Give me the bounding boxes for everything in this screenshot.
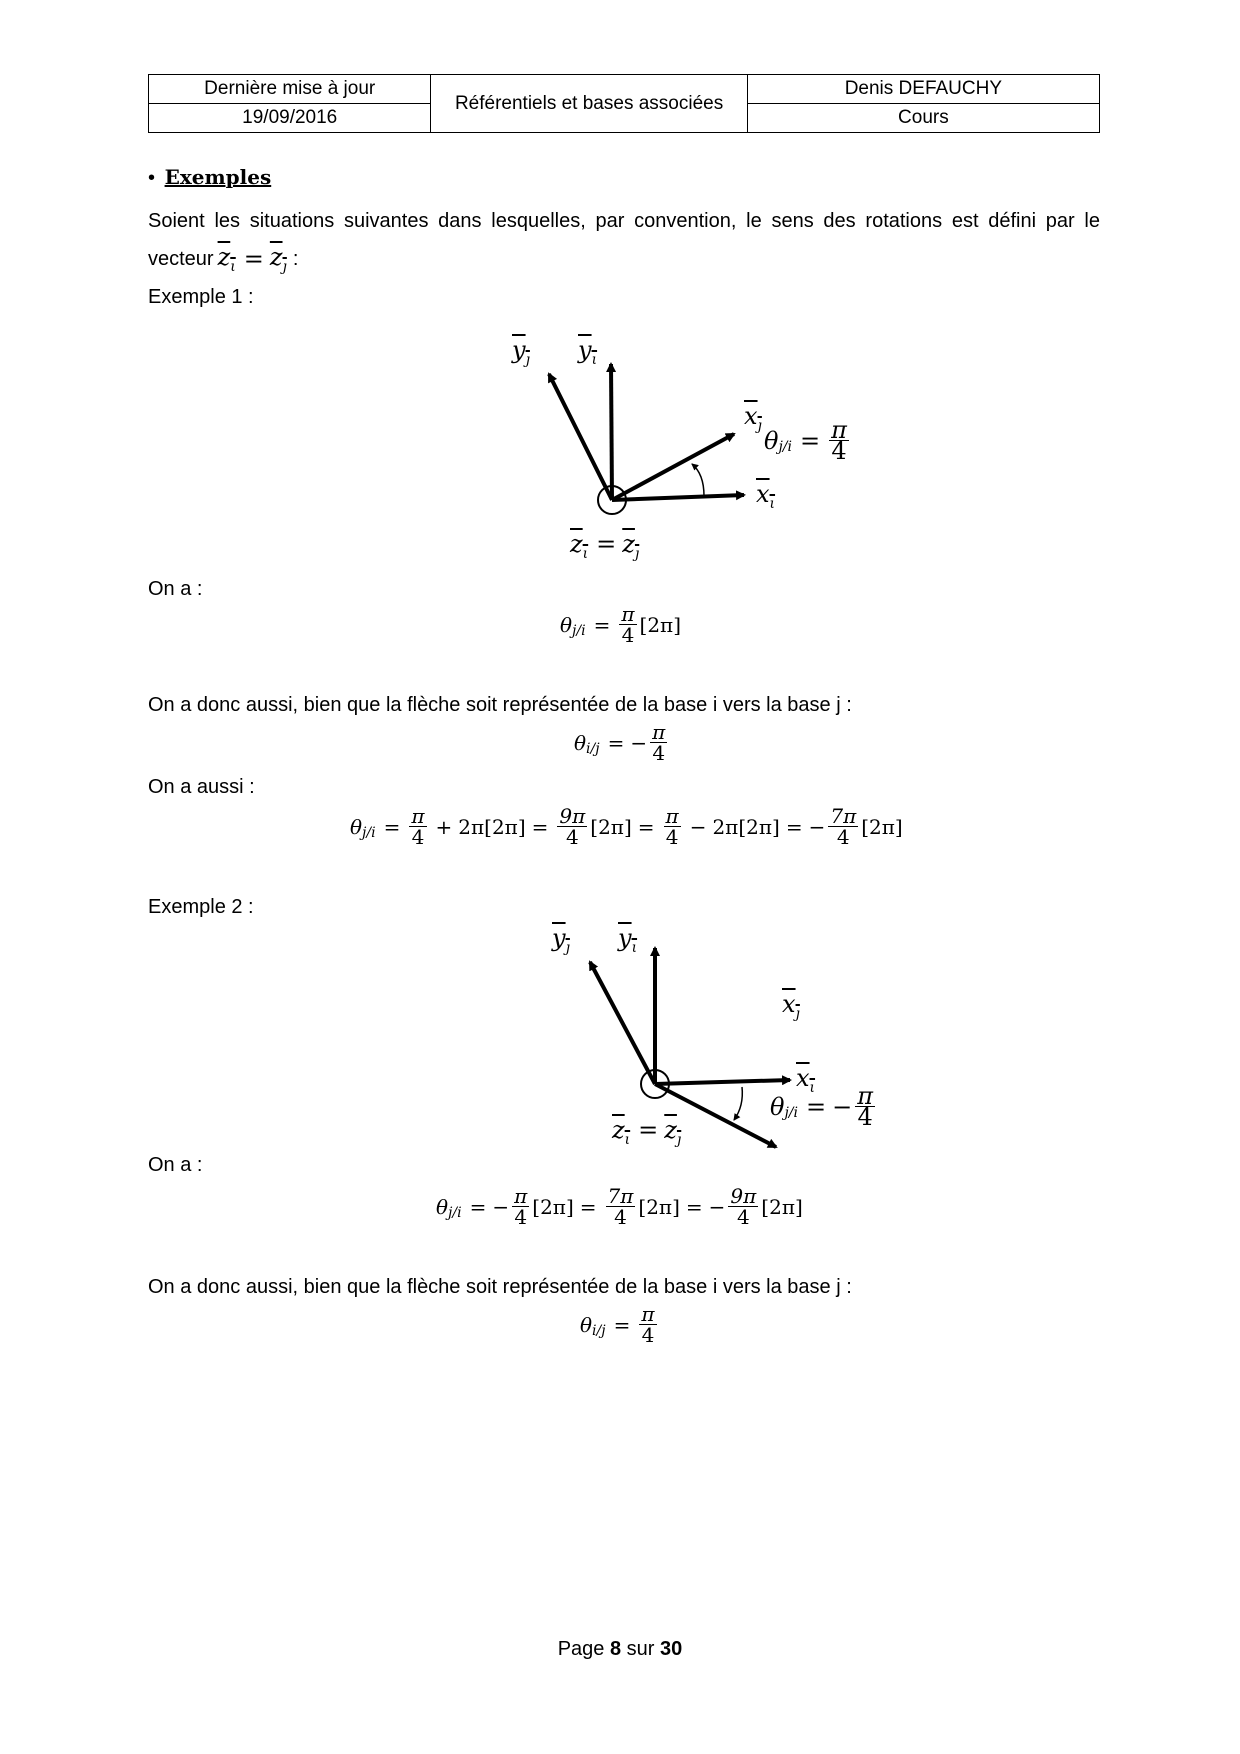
example-1-donc-aussi: On a donc aussi, bien que la flèche soit représentée de la base i vers la base j : <box>148 694 852 716</box>
current-page: 8 <box>609 1638 622 1660</box>
document-title: Référentiels et bases associées <box>431 75 747 133</box>
label-xi: $x_\iota$ <box>796 1064 816 1096</box>
example-2-donc-aussi: On a donc aussi, bien que la flèche soit représentée de la base i vers la base j : <box>148 1276 852 1298</box>
page-footer: Page 8 sur 30 <box>557 1638 683 1660</box>
label-xj: $x_ȷ$ <box>782 990 800 1022</box>
example-1-aussi: On a aussi : <box>148 776 255 798</box>
update-date: 19/09/2016 <box>149 104 431 133</box>
example-1-equation-3: θ j/i = $\frac{\pi}{4}$ + 2π [2π] = $\frac{9\pi}{4}$ [2π] = $\frac{\pi}{4}$ − 2π [2π] = − $\frac{7\pi}{4}$ [2π] <box>350 804 903 849</box>
label-zi-zj: $z_\iota$ = $z_ȷ$ <box>612 1116 682 1148</box>
example-1-equation-2: θ i/j = − $\frac{\pi}{4}$ <box>574 720 666 765</box>
label-yi: $y_\iota$ <box>578 336 598 368</box>
author: Denis DEFAUCHY <box>747 75 1099 104</box>
yj-axis-arrow <box>549 374 612 500</box>
last-update-label: Dernière mise à jour <box>149 75 431 104</box>
xi-axis-arrow <box>655 1080 790 1084</box>
example-1-label: Exemple 1 : <box>148 286 254 308</box>
label-yj: $y_ȷ$ <box>512 336 530 368</box>
label-xi: $x_\iota$ <box>756 480 776 512</box>
label-yi: $y_\iota$ <box>618 924 638 956</box>
example-2-equation-2: θ i/j = $\frac{\pi}{4}$ <box>580 1302 655 1347</box>
example-2-angle-label: θ j/i = − $\frac{\pi}{4}$ <box>770 1082 873 1131</box>
label-yj: $y_ȷ$ <box>552 924 570 956</box>
bullet: • <box>148 167 156 189</box>
example-2-equation-1: θ j/i = − $\frac{\pi}{4}$ [2π] = $\frac{7\pi}{4}$ [2π] = − $\frac{9\pi}{4}$ [2π] <box>436 1184 803 1229</box>
intro-line-2: vecteur $z_\iota$ = $z_ȷ$ : <box>148 243 299 275</box>
intro-line-1: Soient les situations suivantes dans lesquelles, par convention, le sens des rotations est défini par le <box>148 210 1100 232</box>
example-1-equation-1: θ j/i = $\frac{\pi}{4}$ [2π] <box>560 602 681 647</box>
section-heading <box>148 164 271 191</box>
example-2-label: Exemple 2 : <box>148 896 254 918</box>
section-title: Exemples <box>164 165 272 189</box>
z-equality: $z_\iota$ = $z_ȷ$ <box>217 243 287 275</box>
example-2-on-a: On a : <box>148 1154 203 1176</box>
yj-axis-arrow <box>590 962 655 1084</box>
xi-axis-arrow <box>612 495 744 500</box>
document-type: Cours <box>747 104 1099 133</box>
xj-axis-arrow <box>612 434 734 500</box>
total-pages: 30 <box>660 1638 683 1660</box>
rotation-angle-arc <box>734 1087 742 1120</box>
example-1-angle-label: θ j/i = $\frac{\pi}{4}$ <box>764 416 847 465</box>
label-zi-zj: $z_\iota$ = $z_ȷ$ <box>570 530 640 562</box>
yi-axis-arrow <box>611 364 612 500</box>
label-xj: $x_ȷ$ <box>744 402 762 434</box>
rotation-angle-arc <box>692 464 704 496</box>
example-1-on-a: On a : <box>148 578 203 600</box>
header-table <box>148 74 1100 133</box>
intro-vector-word: vecteur <box>148 248 214 270</box>
